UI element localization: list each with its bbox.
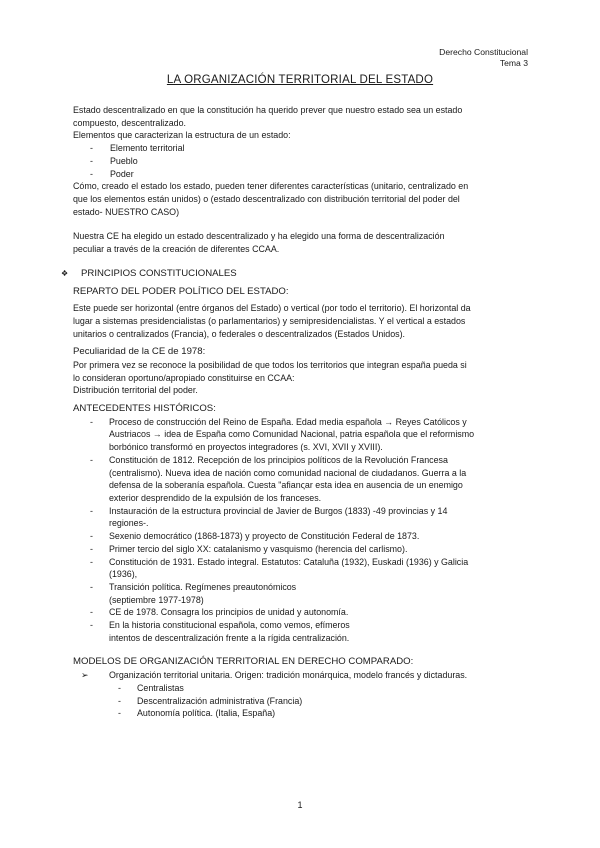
header-topic: Tema 3 bbox=[499, 58, 528, 68]
paragraph-line: unitarios o centralizados (Francia), o federales o descentralizados (Estados Unidos). bbox=[73, 328, 405, 339]
document-body bbox=[61, 104, 533, 720]
list-item: - Transición política. Regímenes preautonómicos (septiembre 1977-1978) bbox=[73, 581, 533, 606]
list-item: - En la historia constitucional española, como vemos, efímeros intentos de descentralización frente a la rígida centralización. bbox=[73, 619, 533, 644]
running-header bbox=[439, 47, 528, 69]
intro-line: peculiar a través de la creación de diferentes CCAA. bbox=[73, 244, 280, 255]
list-item: - Constitución de 1812. Recepción de los principios políticos de la Revolución Francesa (centralismo). Nueva idea de nación como comunidad nacional de ciudadanos. Guerra a la defensa de la soberanía española. Cuesta "afianςar esta idea en ausencia de un enemigo exterior desprendido de la expulsión de los franceses. bbox=[73, 454, 533, 505]
page-number: 1 bbox=[297, 800, 303, 810]
list-item: - Instauración de la estructura provincial de Javier de Burgos (1833) -49 provincias y 14 regiones-. bbox=[73, 505, 533, 530]
intro-line: Cómo, creado el estado los estado, pueden tener diferentes características (unitario, centralizado en bbox=[73, 181, 469, 192]
list-item: - Elemento territorial bbox=[73, 142, 533, 155]
subsection-heading: REPARTO DEL PODER POLÍTICO DEL ESTADO: bbox=[73, 286, 289, 298]
antecedentes-list bbox=[73, 416, 533, 645]
list-item: - Centralistas bbox=[109, 682, 533, 695]
list-item: - Primer tercio del siglo XX: catalanismo y vasquismo (herencia del carlismo). bbox=[73, 543, 533, 556]
list-item: - Poder bbox=[73, 168, 533, 181]
list-item: - Autonomía política. (Italia, España) bbox=[109, 707, 533, 720]
list-item: - CE de 1978. Consagra los principios de unidad y autonomía. bbox=[73, 606, 533, 619]
page-title: LA ORGANIZACIÓN TERRITORIAL DEL ESTADO bbox=[166, 74, 434, 86]
paragraph-line: Este puede ser horizontal (entre órganos del Estado) o vertical (por todo el territorio). El horizontal da bbox=[73, 303, 471, 314]
intro-line: Elementos que caracterizan la estructura de un estado: bbox=[73, 130, 291, 141]
intro-line: que los elementos están unidos) o (estado descentralizado con distribución territorial del poder del bbox=[73, 193, 460, 204]
intro-line: compuesto, descentralizado. bbox=[73, 117, 186, 128]
list-item: - Sexenio democrático (1868-1873) y proyecto de Constitución Federal de 1873. bbox=[73, 530, 533, 543]
subsection-heading: Peculiaridad de la CE de 1978: bbox=[73, 346, 206, 358]
list-item: - Descentralización administrativa (Francia) bbox=[109, 695, 533, 708]
header-course: Derecho Constitucional bbox=[439, 47, 528, 57]
diamond-bullet-icon: ❖ bbox=[61, 268, 69, 278]
modelos-sublist bbox=[109, 682, 533, 720]
elements-list bbox=[73, 142, 533, 180]
list-item: ➢ Organización territorial unitaria. Origen: tradición monárquica, modelo francés y dictaduras. bbox=[81, 670, 468, 681]
list-item: - Pueblo bbox=[73, 155, 533, 168]
subsection-heading: MODELOS DE ORGANIZACIÓN TERRITORIAL EN DERECHO COMPARADO: bbox=[73, 656, 414, 668]
section-heading: ❖ PRINCIPIOS CONSTITUCIONALES bbox=[61, 267, 237, 279]
paragraph-line: lo consideran oportuno/apropiado constituirse en CCAA: bbox=[73, 372, 295, 383]
paragraph-line: lugar a sistemas presidencialistas (o parlamentarios) y semipresidencialistas. Y el vertical a estados bbox=[73, 315, 466, 326]
intro-line: Nuestra CE ha elegido un estado descentralizado y ha elegido una forma de descentralización bbox=[73, 231, 445, 242]
paragraph-line: Por primera vez se reconoce la posibilidad de que todos los territorios que integran españa pueda si bbox=[73, 359, 467, 370]
arrow-bullet-icon: ➢ bbox=[81, 670, 89, 681]
intro-line: estado- NUESTRO CASO) bbox=[73, 206, 180, 217]
subsection-heading: ANTECEDENTES HISTÓRICOS: bbox=[73, 403, 216, 415]
paragraph-line: Distribución territorial del poder. bbox=[73, 385, 198, 396]
intro-line: Estado descentralizado en que la constitución ha querido prever que nuestro estado sea un estado bbox=[73, 105, 463, 115]
list-item: - Constitución de 1931. Estado integral. Estatutos: Cataluña (1932), Euskadi (1936) y Galicia (1936), bbox=[73, 556, 533, 581]
list-item: - Proceso de construcción del Reino de España. Edad media española → Reyes Católicos y Austriacos → idea de España como Comunidad Nacional, patria española que el reformismo borbónico transformó en proyectos integradores (s. XVI, XVII y XVIII). bbox=[73, 416, 533, 454]
